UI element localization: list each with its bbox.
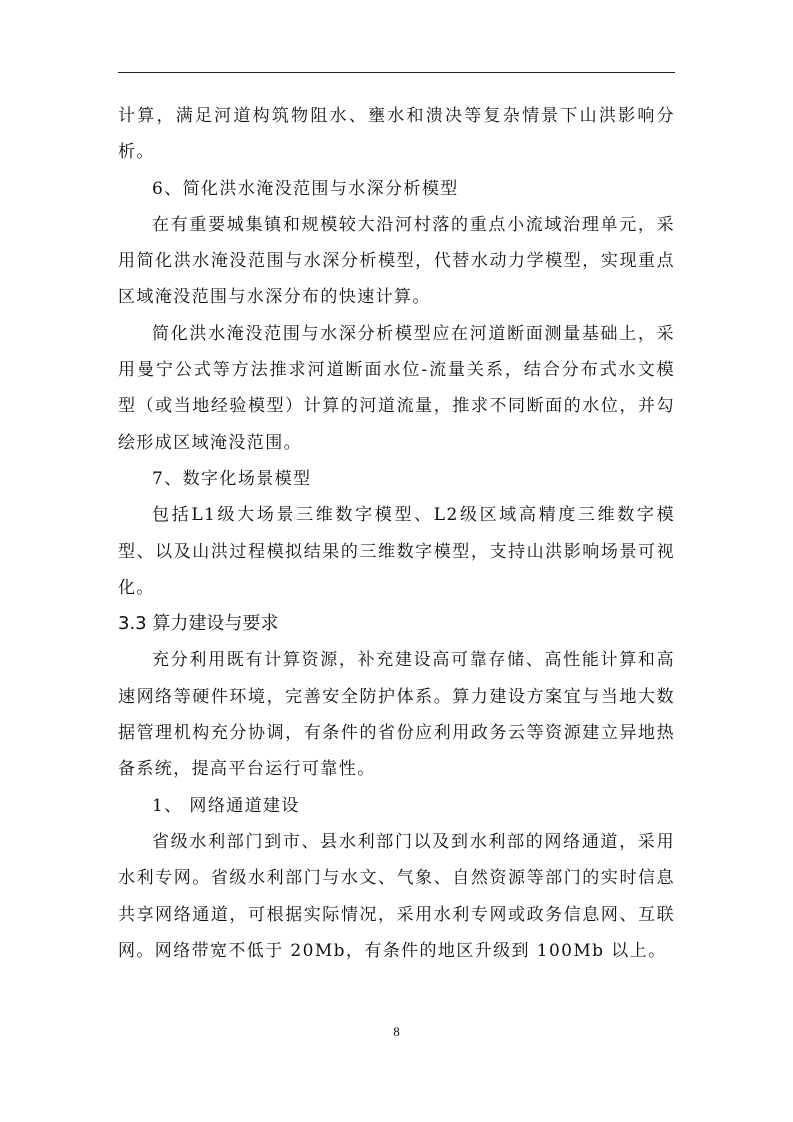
subheading-1: 1、 网络通道建设: [152, 795, 300, 816]
document-body: [118, 98, 675, 969]
continued-paragraph: 计算，满足河道构筑物阻水、壅水和溃决等复杂情景下山洪影响分析。: [118, 106, 675, 163]
subheading-7: 7、数字化场景模型: [152, 468, 312, 489]
paragraph: 在有重要城集镇和规模较大沿河村落的重点小流域治理单元，采用简化洪水淹没范围与水深分析模型，代替水动力学模型，实现重点区域淹没范围与水深分布的快速计算。: [118, 214, 675, 308]
header-rule: [118, 72, 675, 73]
paragraph: 充分利用既有计算资源，补充建设高可靠存储、高性能计算和高速网络等硬件环境，完善安全防护体系。算力建设方案宜与当地大数据管理机构充分协调，有条件的省份应利用政务云等资源建立异地热备系统，提高平台运行可靠性。: [118, 650, 675, 780]
subheading-6: 6、简化洪水淹没范围与水深分析模型: [152, 178, 459, 199]
page-number: 8: [393, 1024, 400, 1039]
paragraph: 省级水利部门到市、县水利部门以及到水利部的网络通道，采用水利专网。省级水利部门与水文、气象、自然资源等部门的实时信息共享网络通道，可根据实际情况，采用水利专网或政务信息网、互联网。网络带宽不低于 20Mb，有条件的地区升级到 100Mb 以上。: [118, 831, 675, 961]
section-heading: 3.3 算力建设与要求: [118, 613, 279, 635]
paragraph: 包括L1级大场景三维数字模型、L2级区域高精度三维数字模型、以及山洪过程模拟结果的三维数字模型，支持山洪影响场景可视化。: [118, 505, 675, 598]
paragraph: 简化洪水淹没范围与水深分析模型应在河道断面测量基础上，采用曼宁公式等方法推求河道断面水位-流量关系，结合分布式水文模型（或当地经验模型）计算的河道流量，推求不同断面的水位，并勾绘形成区域淹没范围。: [118, 323, 675, 453]
